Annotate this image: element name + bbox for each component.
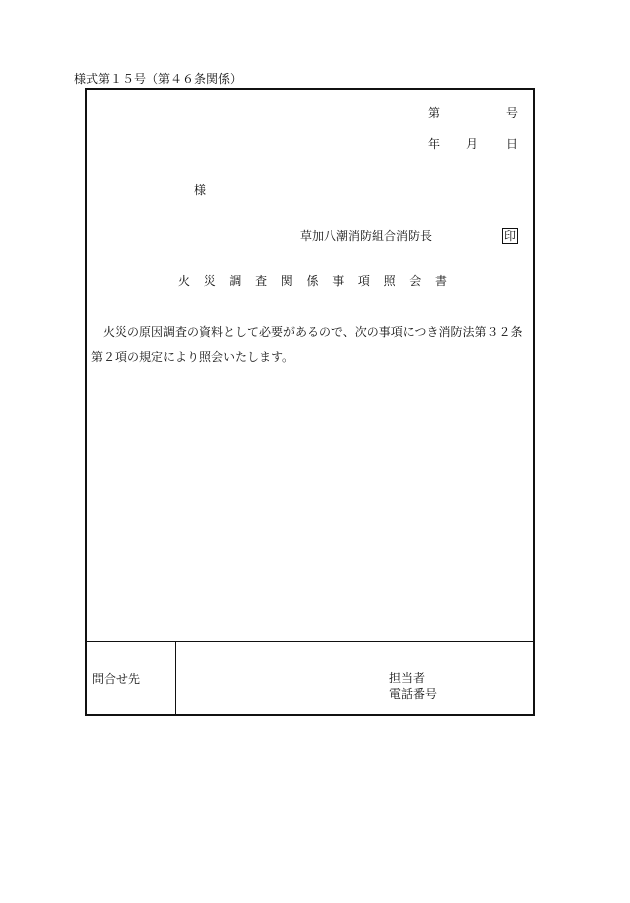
title-char: 書 bbox=[435, 274, 448, 288]
title-char: 照 bbox=[383, 274, 396, 288]
title-char: 会 bbox=[409, 274, 422, 288]
date-year: 年 bbox=[428, 137, 441, 151]
person-in-charge-label: 担当者 bbox=[389, 671, 426, 685]
form-label: 様式第１５号（第４６条関係） bbox=[74, 72, 243, 86]
title-char: 事 bbox=[332, 274, 345, 288]
title-char: 係 bbox=[306, 274, 319, 288]
form-frame bbox=[85, 88, 535, 716]
title-char: 項 bbox=[357, 274, 370, 288]
date-month: 月 bbox=[466, 137, 479, 151]
contact-label: 問合せ先 bbox=[92, 672, 141, 686]
contact-divider bbox=[175, 642, 176, 715]
title-char: 災 bbox=[203, 274, 216, 288]
date-day: 日 bbox=[506, 137, 519, 151]
seal-mark: 印 bbox=[504, 229, 517, 243]
contact-row bbox=[87, 641, 533, 715]
body-text bbox=[91, 320, 527, 370]
seal-box bbox=[502, 228, 518, 244]
title-char: 火 bbox=[178, 274, 191, 288]
addressee-suffix: 様 bbox=[194, 183, 207, 197]
number-suffix: 号 bbox=[506, 106, 519, 120]
title-char: 査 bbox=[255, 274, 268, 288]
phone-number-label: 電話番号 bbox=[389, 687, 438, 701]
number-prefix: 第 bbox=[428, 106, 441, 120]
title-char: 関 bbox=[280, 274, 293, 288]
body-paragraph: 火災の原因調査の資料として必要があるので、次の事項につき消防法第３２条第２項の規定により照会いたします。 bbox=[91, 325, 523, 364]
title-char: 調 bbox=[229, 274, 242, 288]
sender-name: 草加八潮消防組合消防長 bbox=[300, 229, 433, 243]
